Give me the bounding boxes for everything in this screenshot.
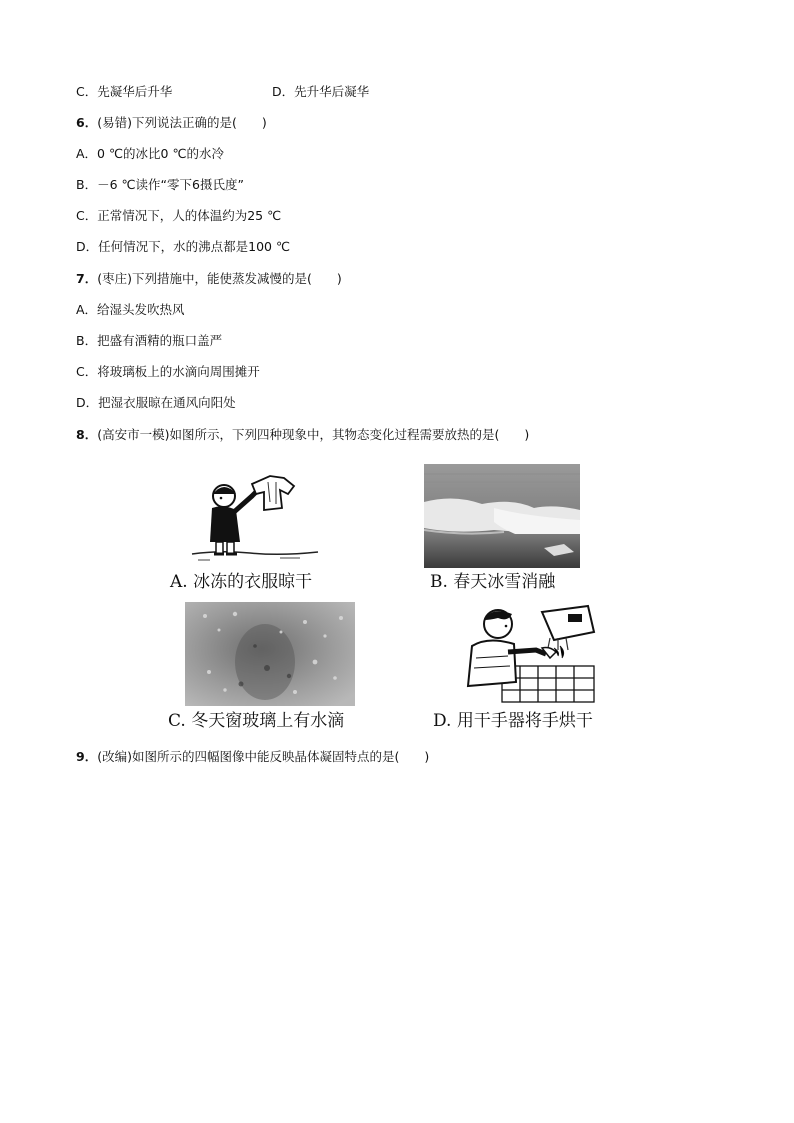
q8-caption-d: D. 用干手器将手烘干 (433, 711, 593, 731)
melting-ice-photo-icon (424, 464, 580, 568)
q8-number: 8． (76, 427, 98, 442)
q8-stem-line (76, 427, 529, 443)
q8-caption-c: C. 冬天窗玻璃上有水滴 (168, 711, 345, 731)
q7-number: 7． (76, 271, 98, 286)
q6-option-a: A．0 ℃的冰比0 ℃的水冷 (76, 146, 224, 161)
q5-option-d: D．先升华后凝华 (272, 84, 370, 99)
q9-number: 9． (76, 749, 98, 764)
window-droplets-photo-icon (185, 602, 355, 706)
q8-caption-b: B. 春天冰雪消融 (430, 572, 556, 592)
q7-stem-line (76, 271, 342, 287)
q6-option-d: D．任何情况下，水的沸点都是100 ℃ (76, 239, 290, 254)
q7-option-d: D．把湿衣服晾在通风向阳处 (76, 395, 236, 410)
q8-stem: (高安市一模)如图所示，下列四种现象中，其物态变化过程需要放热的是( ) (97, 427, 530, 442)
q7-option-a: A．给湿头发吹热风 (76, 302, 185, 317)
q6-option-c: C．正常情况下，人的体温约为25 ℃ (76, 208, 282, 223)
q5-options-row (76, 84, 172, 100)
q7-option-b: B．把盛有酒精的瓶口盖严 (76, 333, 223, 348)
q7-option-c: C．将玻璃板上的水滴向周围摊开 (76, 364, 260, 379)
q7-stem: (枣庄)下列措施中，能使蒸发减慢的是( ) (97, 271, 342, 286)
q5-option-c: C．先凝华后升华 (76, 84, 173, 99)
q9-stem-line (76, 749, 429, 765)
frozen-clothes-drawing-icon (190, 462, 320, 568)
q9-stem: (改编)如图所示的四幅图像中能反映晶体凝固特点的是( ) (97, 749, 430, 764)
q6-number: 6． (76, 115, 98, 130)
q6-stem-line (76, 115, 267, 131)
q6-stem: (易错)下列说法正确的是( ) (97, 115, 267, 130)
hand-dryer-drawing-icon (458, 602, 598, 706)
q6-option-b: B．－6 ℃读作“零下6摄氏度” (76, 177, 244, 192)
q8-caption-a: A. 冰冻的衣服晾干 (170, 572, 313, 592)
